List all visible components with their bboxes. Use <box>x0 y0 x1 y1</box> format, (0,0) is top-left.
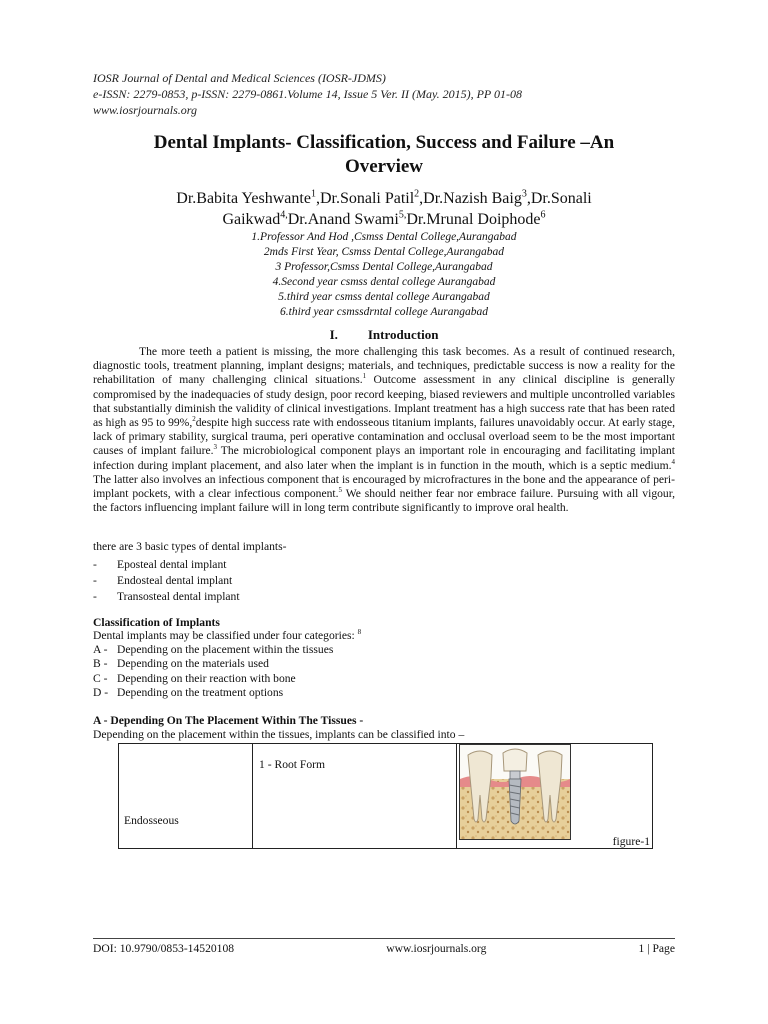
list-item-label: Endosteal dental implant <box>117 574 233 587</box>
affiliation: 6.third year csmssdrntal college Aurangabad <box>280 306 488 318</box>
cell-endosseous: Endosseous <box>124 814 179 827</box>
footer-doi[interactable]: DOI: 10.9790/0853-14520108 <box>93 942 235 955</box>
journal-name: IOSR Journal of Dental and Medical Sciences (IOSR-JDMS) <box>93 71 386 85</box>
author-sup: 2 <box>414 188 420 200</box>
list-item <box>93 686 361 700</box>
journal-issn: e-ISSN: 2279-0853, p-ISSN: 2279-0861.Volume 14, Issue 5 Ver. II (May. 2015), PP 01-08 <box>93 87 523 101</box>
title-line-1: Dental Implants- Classification, Success and Failure –An <box>153 132 615 153</box>
list-item-label: Depending on their reaction with bone <box>117 671 296 685</box>
citation-ref: 8 <box>357 628 362 637</box>
affiliation: 4.Second year csmss dental college Aurangabad <box>272 276 496 288</box>
list-item-label: Depending on the treatment options <box>117 685 284 699</box>
list-item-label: Depending on the materials used <box>117 657 269 671</box>
table-cell <box>119 744 253 849</box>
intro-text: Outcome assessment in any clinical discipline is generally compromised by the inadequacies of study design, poor record keeping, biased reviewers and multiple uncontrolled variables that substantially diminish the validity of clinical investigations. Implant treatment has a high success rate that has been rated as high as 95 to 99%, <box>93 373 675 430</box>
paper-title <box>60 131 708 179</box>
citation-ref: 3 <box>213 443 217 452</box>
figure-caption: figure-1 <box>612 835 650 848</box>
footer-website[interactable]: www.iosrjournals.org <box>386 942 487 955</box>
author-name: Dr.Mrunal Doiphode <box>406 211 541 228</box>
author-sup: 1 <box>310 188 316 200</box>
classification-list <box>93 629 361 700</box>
author-sup: 3 <box>521 188 527 200</box>
author-name: Gaikwad <box>222 211 281 228</box>
affiliation: 3 Professor,Csmss Dental College,Aurangabad <box>275 261 493 273</box>
footer-page-number: 1 | Page <box>638 942 675 955</box>
list-key: D - <box>93 685 109 699</box>
affiliation: 5.third year csmss dental college Aurangabad <box>278 291 490 303</box>
list-key: C - <box>93 671 108 685</box>
list-dash: - <box>93 590 97 603</box>
citation-ref: 4 <box>671 457 675 466</box>
page-footer <box>93 942 675 955</box>
classification-lead <box>93 629 361 643</box>
intro-text: The microbiological component plays an important role in encouraging and facilitating implant infection during implant placement, and also later when the implant is in function in the mouth, which is a septic medium. <box>93 444 675 472</box>
author-sup: 5, <box>398 209 407 221</box>
author-sup: 4, <box>280 209 288 221</box>
author-line-1 <box>60 188 708 209</box>
subsection-heading: A - Depending On The Placement Within The Tissues - <box>93 714 364 727</box>
implant-table <box>118 743 653 849</box>
intro-text: The more teeth a patient is missing, the more challenging this task becomes. As a result of continued research, diagnostic tools, treatment planning, implant designs; materials, and techniques, predictable success is now a reality for the rehabilitation of many challenging clinical situations. <box>93 345 675 387</box>
list-dash: - <box>93 558 97 571</box>
affiliation: 1.Professor And Hod ,Csmss Dental College,Aurangabad <box>251 231 517 243</box>
journal-website[interactable]: www.iosrjournals.org <box>93 103 198 117</box>
section-title: Introduction <box>367 327 439 342</box>
author-name: ,Dr.Sonali Patil <box>315 190 415 207</box>
journal-header <box>93 70 522 118</box>
list-item-label: Transosteal dental implant <box>117 590 240 603</box>
list-item-label: Depending on the placement within the tissues <box>117 643 334 657</box>
list-item <box>93 672 361 686</box>
implant-types-lead: there are 3 basic types of dental implants- <box>93 540 287 553</box>
list-item <box>93 657 361 671</box>
list-item <box>93 589 240 605</box>
table-cell <box>253 744 457 849</box>
citation-ref: 5 <box>338 486 343 495</box>
author-name: Dr.Anand Swami <box>287 211 399 228</box>
list-item <box>93 557 240 573</box>
section-number: I. <box>329 327 338 342</box>
author-name: ,Dr.Nazish Baig <box>419 190 522 207</box>
introduction-body <box>93 345 675 515</box>
affiliations <box>60 230 708 320</box>
author-line-2 <box>60 209 708 230</box>
table-cell <box>457 744 653 849</box>
citation-ref: 2 <box>192 415 196 424</box>
cell-root-form: 1 - Root Form <box>259 758 326 771</box>
intro-text: We should neither fear nor embrace failure. Pursuing with all vigour, the factors influencing implant failure will in long term contribute significantly to improve oral health. <box>93 487 675 515</box>
citation-ref: 1 <box>362 372 367 381</box>
classification-lead-text: Dental implants may be classified under four categories: <box>93 629 358 642</box>
title-line-2: Overview <box>344 156 424 177</box>
author-name: ,Dr.Sonali <box>526 190 592 207</box>
author-list <box>60 188 708 230</box>
section-heading-introduction <box>60 327 708 343</box>
author-name: Dr.Babita Yeshwante <box>176 190 311 207</box>
list-dash: - <box>93 574 97 587</box>
implant-types-list <box>93 557 240 605</box>
affiliation: 2mds First Year, Csmss Dental College,Aurangabad <box>263 246 505 258</box>
subsection-lead: Depending on the placement within the tissues, implants can be classified into – <box>93 728 465 741</box>
list-key: A - <box>93 643 108 657</box>
footer-divider <box>93 938 675 939</box>
list-item <box>93 573 240 589</box>
intro-paragraph <box>93 345 675 515</box>
author-sup: 6 <box>540 209 546 221</box>
list-item <box>93 643 361 657</box>
implant-figure-image <box>459 744 571 840</box>
list-item-label: Eposteal dental implant <box>117 558 227 571</box>
intro-text: despite high success rate with endosseous titanium implants, failures unavoidably occur. At early stage, lack of primary stability, surgical trauma, peri operative contamination and occlusal overload seem to be the most important causes of implant failure. <box>93 416 675 458</box>
teeth-implant-illustration <box>460 745 570 839</box>
list-key: B - <box>93 657 108 671</box>
intro-text: The latter also involves an infectious component that is encouraged by microfractures in the bone and the appearance of peri-implant pockets, with a clear infectious component. <box>93 472 675 501</box>
table-row <box>119 744 653 849</box>
classification-heading: Classification of Implants <box>93 616 220 629</box>
